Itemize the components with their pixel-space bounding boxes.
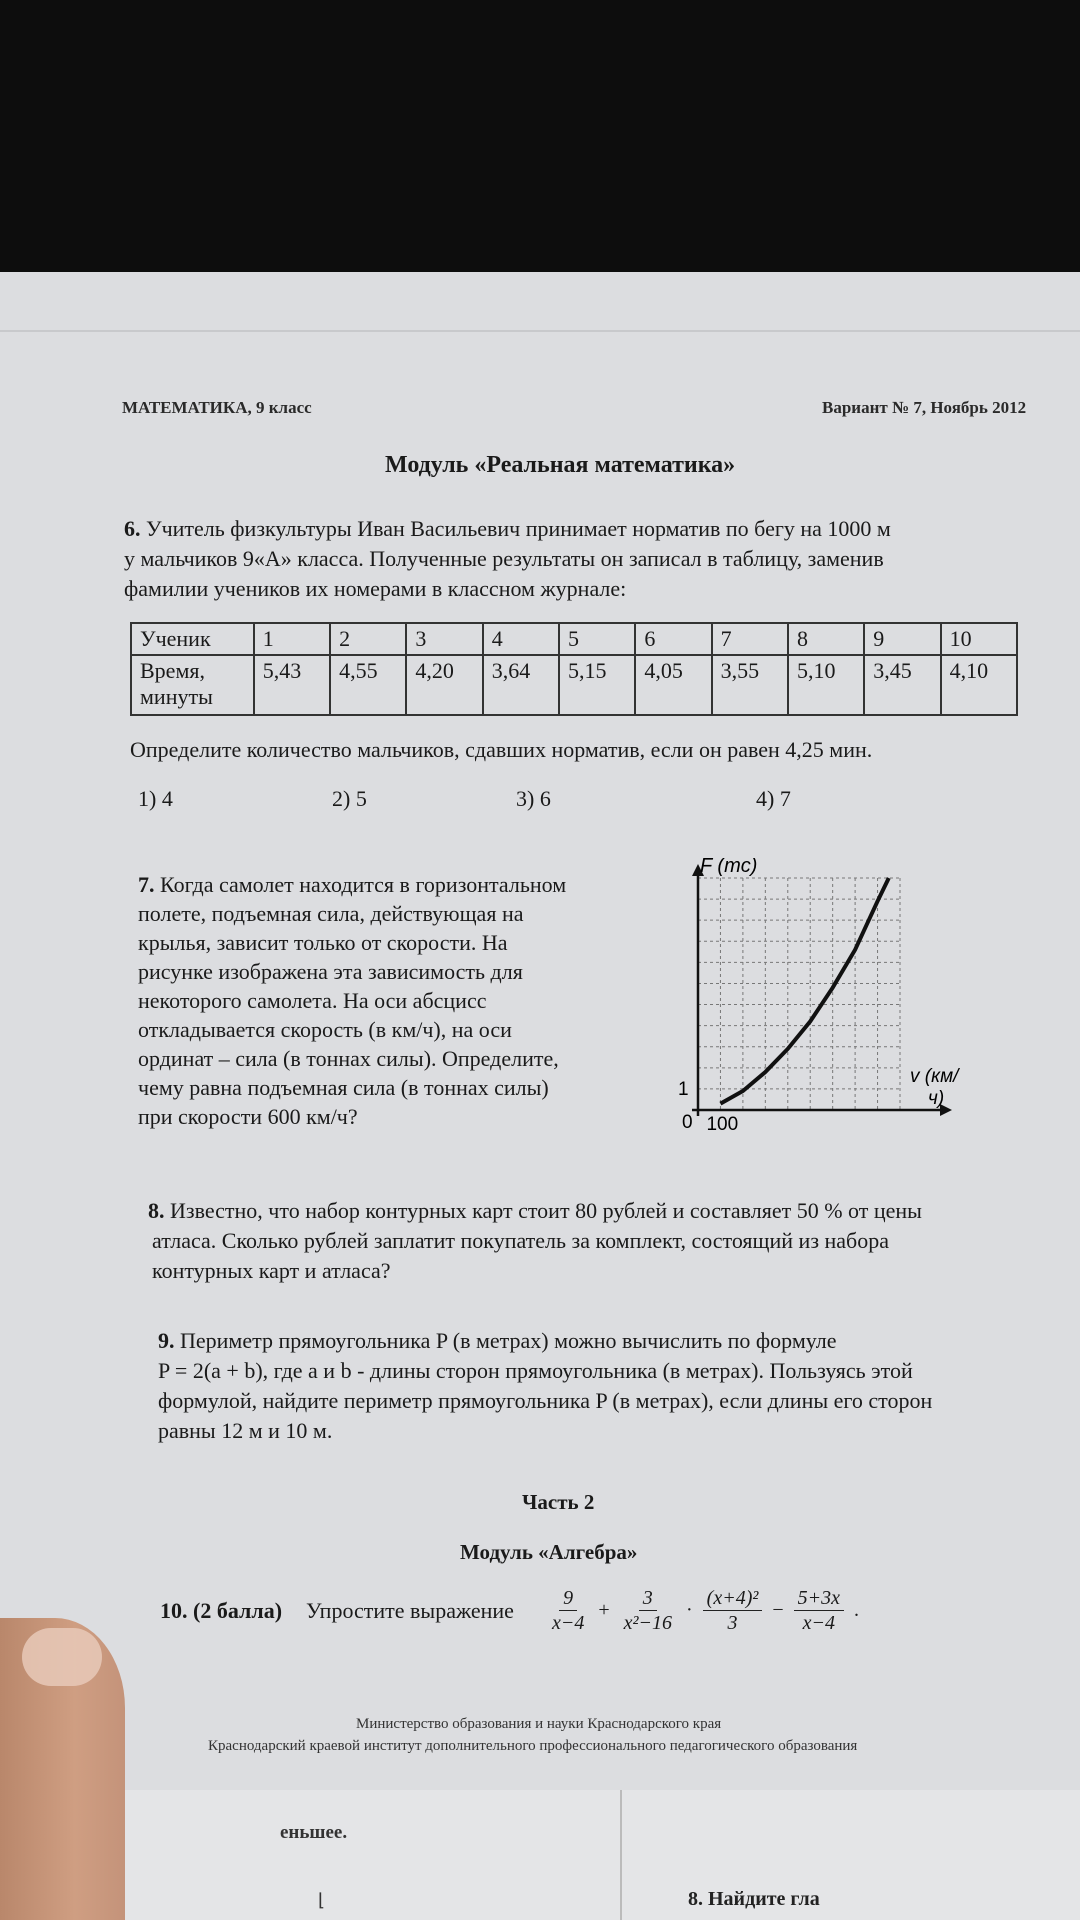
q7-line: крылья, зависит только от скорости. На	[138, 930, 508, 955]
q6-line2: у мальчиков 9«А» класса. Полученные результаты он записал в таблицу, заменив	[124, 546, 884, 571]
time-row	[131, 655, 1017, 715]
dark-background	[0, 0, 1080, 272]
q7-number: 7.	[138, 872, 155, 897]
q6-question: Определите количество мальчиков, сдавших норматив, если он равен 4,25 мин.	[130, 737, 873, 762]
footer-institute: Краснодарский краевой институт дополнительного профессионального педагогического образования	[208, 1738, 858, 1754]
fraction-4: $\frac{5+3x}{x-4}$	[794, 1586, 844, 1635]
fraction-1: $\frac{9}{x-4}$	[551, 1587, 585, 1634]
y-tick-label: 1	[678, 1078, 689, 1100]
student-row	[131, 623, 1017, 655]
q7-line: полете, подъемная сила, действующая на	[138, 901, 524, 926]
part2-title: Часть 2	[522, 1490, 595, 1514]
q10-text: Упростите выражение	[306, 1598, 514, 1623]
results-table	[130, 622, 1018, 716]
x-tick-label: 100	[706, 1114, 739, 1135]
q10-label: 10. (2 балла)	[160, 1598, 283, 1623]
q7-line: откладывается скорость (в км/ч), на оси	[138, 1017, 512, 1042]
student-cell: 1	[254, 623, 330, 655]
time-cell: 4,20	[406, 655, 482, 715]
q7-line: 7. Когда самолет находится в горизонтальном	[138, 872, 567, 897]
q6-option-3: 3) 6	[516, 786, 551, 811]
q9-line1: 9. Периметр прямоугольника P (в метрах) можно вычислить по формуле	[158, 1328, 837, 1353]
student-cell: 3	[406, 623, 482, 655]
q10-line	[160, 1586, 859, 1635]
student-label: Ученик	[131, 623, 254, 655]
x-axis-label-cont: ч)	[928, 1088, 945, 1109]
q6-option-1: 1) 4	[138, 786, 173, 811]
student-cell: 6	[635, 623, 711, 655]
q9-line2: P = 2(a + b), где a и b - длины сторон прямоугольника (в метрах). Пользуясь этой	[158, 1358, 913, 1383]
dot-sign: ·	[685, 1599, 693, 1621]
chart-grid	[698, 878, 900, 1110]
time-cell: 3,64	[483, 655, 559, 715]
q7-line: ординат – сила (в тоннах силы). Определите,	[138, 1046, 559, 1071]
q8-line3: контурных карт и атласа?	[152, 1258, 391, 1283]
q7-line: рисунке изображена эта зависимость для	[138, 959, 523, 984]
minus-sign: −	[772, 1599, 784, 1621]
student-cell: 4	[483, 623, 559, 655]
q7-line: при скорости 600 км/ч?	[138, 1104, 358, 1129]
q6-line1	[124, 514, 891, 543]
q9-line4: равны 12 м и 10 м.	[158, 1418, 333, 1443]
student-cell: 2	[330, 623, 406, 655]
q7-line: чему равна подъемная сила (в тоннах силы)	[138, 1075, 549, 1100]
q8-line1: 8. Известно, что набор контурных карт стоит 80 рублей и составляет 50 % от цены	[148, 1198, 922, 1223]
footer-ministry: Министерство образования и науки Краснодарского края	[356, 1716, 722, 1732]
q6-option-4: 4) 7	[756, 786, 791, 811]
time-cell: 5,15	[559, 655, 635, 715]
sheet-divider	[620, 1790, 622, 1920]
x-axis-label: v (км/	[910, 1066, 959, 1087]
fraction-2: $\frac{3}{\text{x²−16}}$	[623, 1587, 672, 1634]
student-cell: 10	[941, 623, 1017, 655]
time-cell: 4,55	[330, 655, 406, 715]
q8-line2: атласа. Сколько рублей заплатит покупатель за комплект, состоящий из набора	[152, 1228, 889, 1253]
q7-line: некоторого самолета. На оси абсцисс	[138, 988, 487, 1013]
student-cell: 9	[864, 623, 940, 655]
lift-force-chart	[650, 858, 990, 1148]
q7-text	[138, 870, 566, 1131]
underlying-sheet	[0, 1790, 1080, 1920]
student-cell: 5	[559, 623, 635, 655]
q8-number: 8.	[148, 1198, 165, 1223]
time-cell: 3,45	[864, 655, 940, 715]
module-title: Модуль «Реальная математика»	[385, 452, 736, 478]
student-cell: 7	[712, 623, 788, 655]
page-fold-edge	[0, 330, 1080, 332]
variant-header: Вариант № 7, Ноябрь 2012	[822, 398, 1027, 417]
q6-line3: фамилии учеников их номерами в классном журнале:	[124, 576, 627, 601]
fraction-3: $\frac{\text{(x+4)²}}{3}$	[703, 1586, 763, 1635]
subject-header: МАТЕМАТИКА, 9 класс	[122, 398, 312, 417]
thumbnail	[22, 1628, 102, 1686]
underlying-text-right: 8. Найдите гла	[688, 1888, 820, 1910]
q6-text1: Учитель физкультуры Иван Васильевич принимает норматив по бегу на 1000 м	[146, 516, 891, 541]
underlying-text-left: еньшее.	[280, 1822, 348, 1843]
cursor-mark: ⌊	[318, 1890, 326, 1910]
origin-label: 0	[682, 1112, 693, 1133]
module2-title: Модуль «Алгебра»	[460, 1540, 638, 1564]
student-cell: 8	[788, 623, 864, 655]
q9-number: 9.	[158, 1328, 175, 1353]
time-cell: 5,10	[788, 655, 864, 715]
time-cell: 5,43	[254, 655, 330, 715]
y-axis-label: F (mc)	[700, 858, 758, 877]
time-cell: 4,05	[635, 655, 711, 715]
chart-svg	[650, 858, 990, 1148]
time-cell: 3,55	[712, 655, 788, 715]
end-period: .	[854, 1599, 860, 1621]
time-label: Время, минуты	[131, 655, 254, 715]
q6-option-2: 2) 5	[332, 786, 367, 811]
time-cell: 4,10	[941, 655, 1017, 715]
q6-number: 6.	[124, 516, 141, 541]
plus-sign: +	[598, 1599, 610, 1621]
q9-line3: формулой, найдите периметр прямоугольника P (в метрах), если длины его сторон	[158, 1388, 933, 1413]
force-curve	[720, 878, 888, 1104]
